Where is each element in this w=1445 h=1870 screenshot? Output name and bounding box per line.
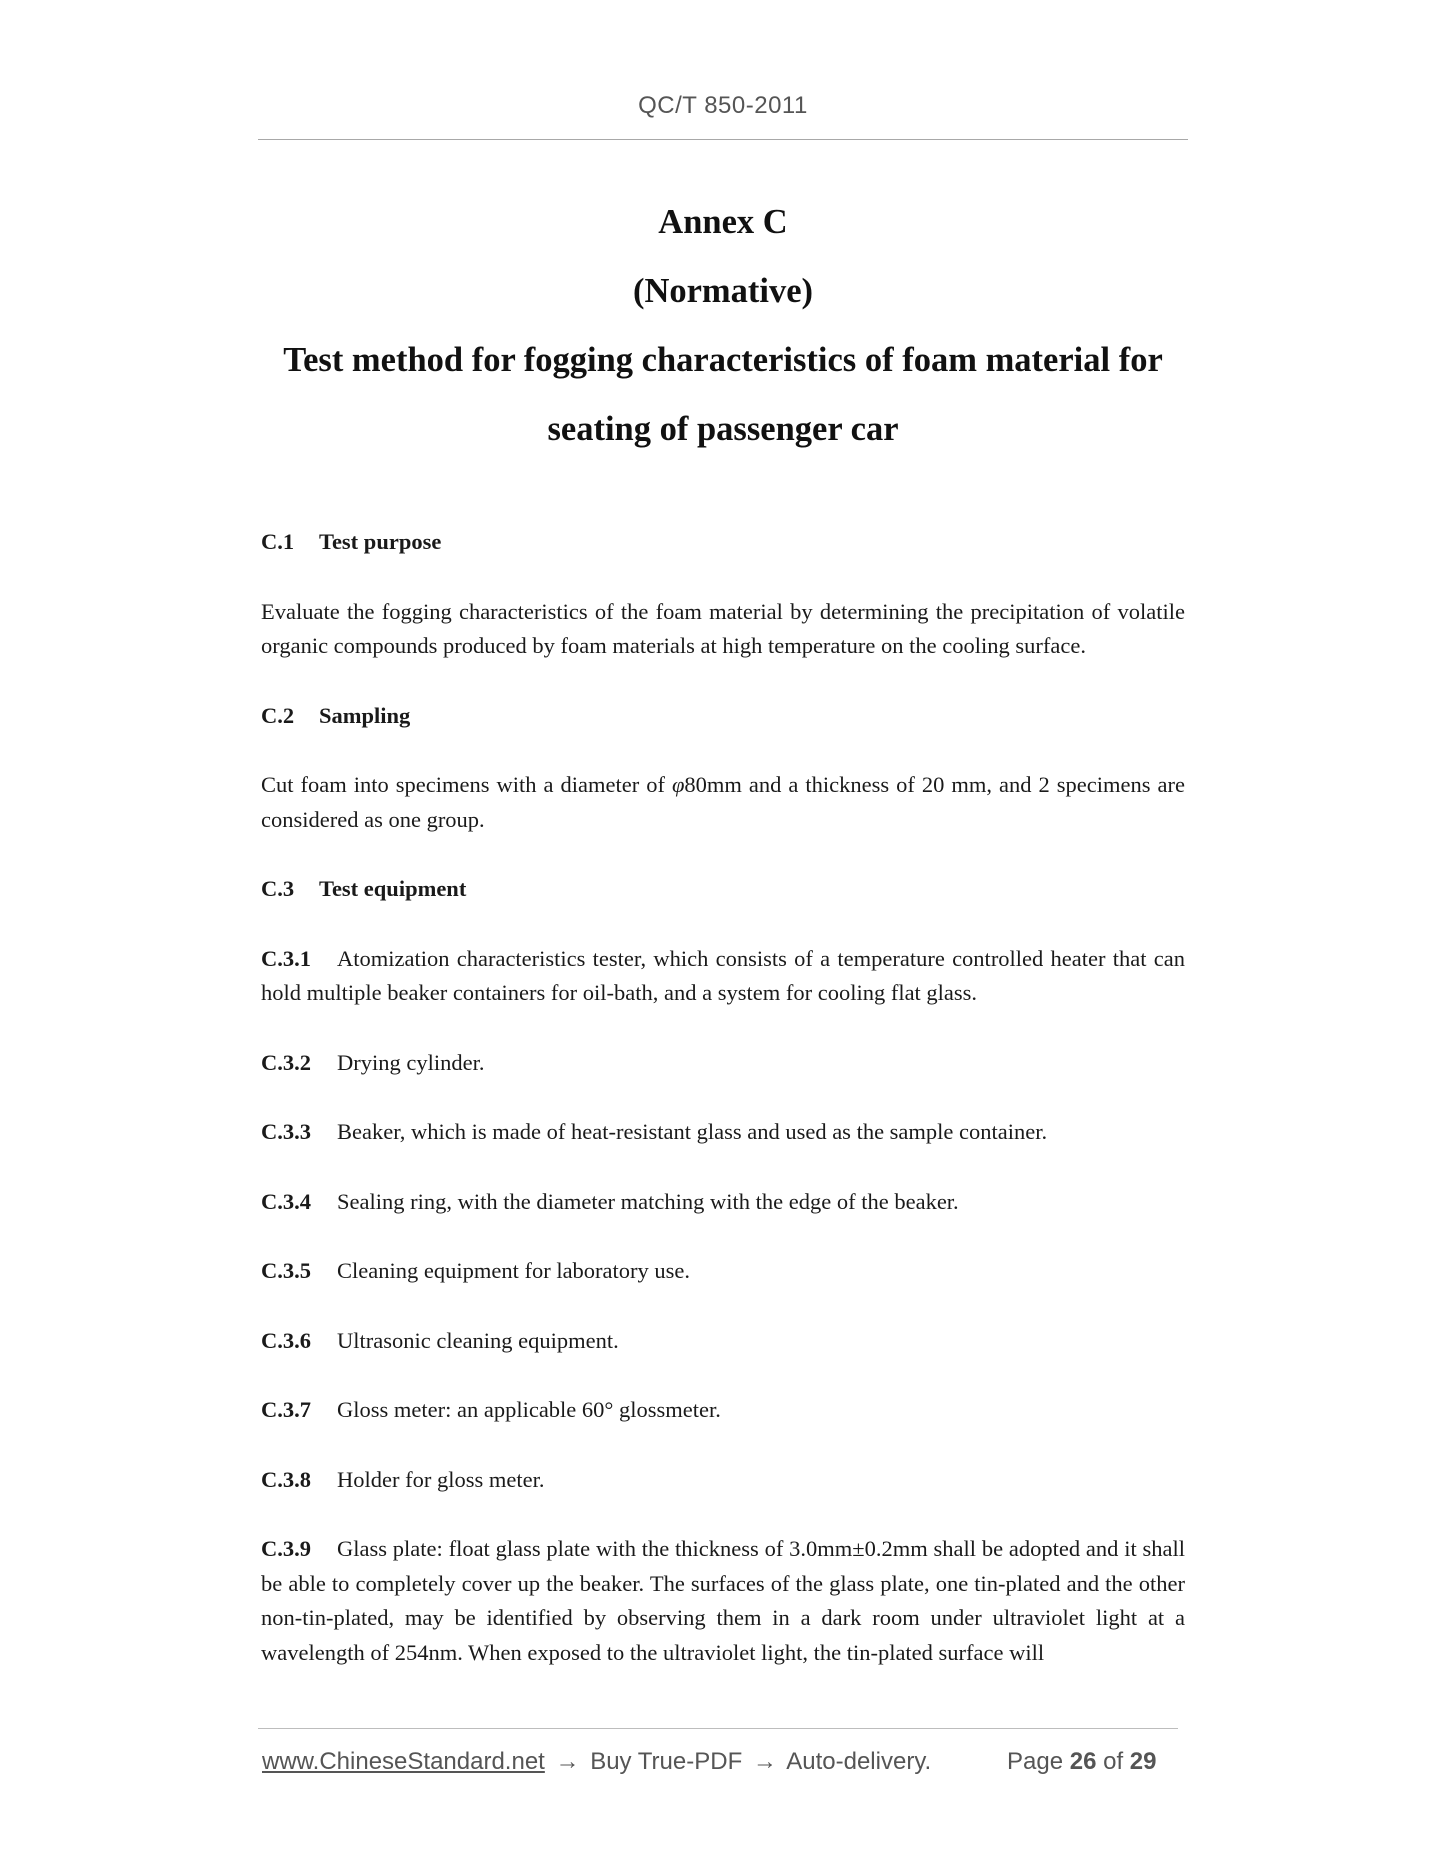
annex-label: Annex C <box>658 203 788 241</box>
clause-c3-7 <box>261 1393 1185 1428</box>
annex-type: (Normative) <box>632 272 814 310</box>
page-footer <box>262 1748 1182 1776</box>
total-pages-number: 29 <box>1129 1748 1157 1775</box>
header-divider <box>258 139 1188 140</box>
section-title: Sampling <box>319 702 411 728</box>
clause-c3-2 <box>261 1046 1185 1081</box>
clause-number: C.3.8 <box>261 1466 311 1492</box>
section-heading-c2 <box>261 699 1185 734</box>
clause-text: Glass plate: float glass plate with the thickness of 3.0mm±0.2mm shall be adopted and it shall be able to completely cover up the beaker. The surfaces of the glass plate, one tin-plated and the other non-tin-plated, may be identified by observing them in a dark room under ultraviolet light at a wavelength of 254nm. When exposed to the ultraviolet light, the tin-plated surface will <box>261 1536 1185 1665</box>
page-label: Page <box>1007 1748 1064 1775</box>
clause-c3-5 <box>261 1254 1185 1289</box>
phi-symbol: φ <box>671 772 685 797</box>
auto-delivery-text: Auto-delivery. <box>786 1748 932 1775</box>
clause-c3-9 <box>261 1532 1185 1670</box>
footer-divider <box>258 1728 1178 1729</box>
annex-title-line-1: Test method for fogging characteristics of foam material for <box>283 341 1163 379</box>
section-number: C.1 <box>261 529 295 554</box>
clause-number: C.3.7 <box>261 1397 311 1422</box>
clause-text: Cleaning equipment for laboratory use. <box>337 1258 691 1283</box>
clause-c3-1 <box>261 942 1185 1011</box>
page-indicator <box>1007 1748 1157 1776</box>
clause-text: Beaker, which is made of heat-resistant glass and used as the sample container. <box>337 1119 1048 1144</box>
sampling-text-start: Cut foam into specimens with a diameter of <box>261 772 672 797</box>
annex-title-block <box>258 196 1188 472</box>
clause-number: C.3.9 <box>261 1536 311 1561</box>
section-number: C.2 <box>261 702 295 728</box>
clause-c3-4 <box>261 1185 1185 1220</box>
clause-number: C.3.2 <box>261 1049 311 1075</box>
section-heading-c3 <box>261 872 1185 907</box>
page-of-label: of <box>1103 1748 1124 1775</box>
paragraph-test-purpose: Evaluate the fogging characteristics of the foam material by determining the precipitation of volatile organic compounds produced by foam materials at high temperature on the cooling surface. <box>261 598 1185 658</box>
clause-number: C.3.3 <box>261 1119 311 1144</box>
buy-pdf-text: Buy True-PDF <box>590 1748 743 1775</box>
section-title: Test equipment <box>319 876 467 901</box>
standard-code-header: QC/T 850-2011 <box>638 92 808 119</box>
website-link[interactable]: www.ChineseStandard.net <box>262 1748 545 1775</box>
annex-body <box>261 525 1185 1705</box>
clause-number: C.3.1 <box>261 945 311 971</box>
clause-number: C.3.4 <box>261 1188 311 1214</box>
clause-c3-8 <box>261 1463 1185 1498</box>
clause-text: Atomization characteristics tester, which consists of a temperature controlled heater that can hold multiple beaker containers for oil-bath, and a system for cooling flat glass. <box>261 945 1185 1005</box>
section-heading-c1 <box>261 525 1185 560</box>
annex-title-line-2: seating of passenger car <box>547 410 899 448</box>
clause-text: Sealing ring, with the diameter matching with the edge of the beaker. <box>337 1188 959 1214</box>
arrow-right-icon: → <box>752 1748 777 1775</box>
clause-text: Ultrasonic cleaning equipment. <box>337 1327 619 1353</box>
clause-c3-6 <box>261 1324 1185 1359</box>
clause-number: C.3.5 <box>261 1258 311 1283</box>
paragraph-sampling <box>261 768 1185 837</box>
clause-text: Drying cylinder. <box>337 1049 485 1075</box>
arrow-right-icon: → <box>555 1748 580 1775</box>
clause-text: Holder for gloss meter. <box>337 1466 545 1492</box>
section-title: Test purpose <box>319 529 442 554</box>
clause-c3-3 <box>261 1115 1185 1150</box>
clause-text: Gloss meter: an applicable 60° glossmeter. <box>337 1397 721 1422</box>
clause-number: C.3.6 <box>261 1327 311 1353</box>
section-number: C.3 <box>261 876 295 901</box>
sampling-text-end: 80mm and a thickness of 20 mm, and 2 specimens are considered as one group. <box>261 772 1186 832</box>
current-page-number: 26 <box>1069 1748 1097 1775</box>
